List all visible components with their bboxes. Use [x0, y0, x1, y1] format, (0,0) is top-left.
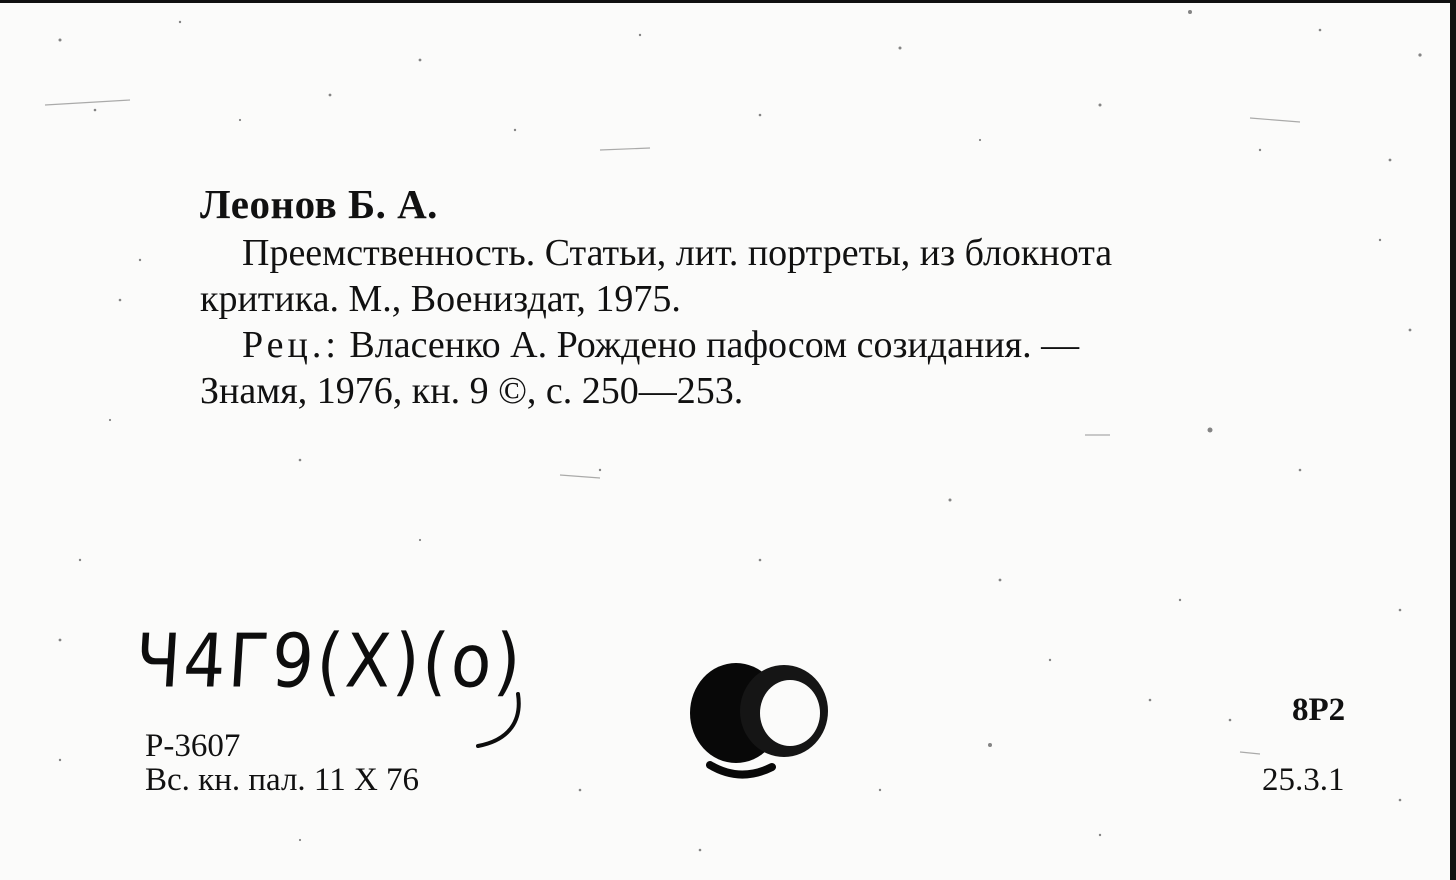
card-right-edge	[1450, 0, 1456, 880]
review-line-1-text: Власенко А. Рождено пафосом созидания. —	[339, 324, 1080, 366]
handwritten-stroke	[470, 690, 530, 750]
index-code: 25.3.1	[1262, 762, 1345, 798]
title-line-1: Преемственность. Статьи, лит. портреты, из блокнота	[242, 232, 1113, 274]
author-heading: Леонов Б. А.	[200, 181, 438, 227]
review-note	[200, 322, 1360, 414]
handwritten-code: Ч4Г9(Х)(о)	[132, 618, 527, 705]
classification-code: 8Р2	[1292, 692, 1346, 728]
review-line-1	[200, 322, 1360, 368]
chamber-note: Вс. кн. пал. 11 Х 76	[145, 762, 420, 798]
review-label: Рец.:	[242, 324, 340, 366]
punch-hole-blot	[680, 655, 840, 790]
card-top-edge	[0, 0, 1456, 3]
title-description	[200, 230, 1360, 322]
title-line-2: критика. М., Воениздат, 1975.	[200, 278, 681, 320]
review-line-2: Знамя, 1976, кн. 9 ©, с. 250—253.	[200, 370, 744, 412]
shelf-code: Р-3607	[145, 728, 241, 764]
